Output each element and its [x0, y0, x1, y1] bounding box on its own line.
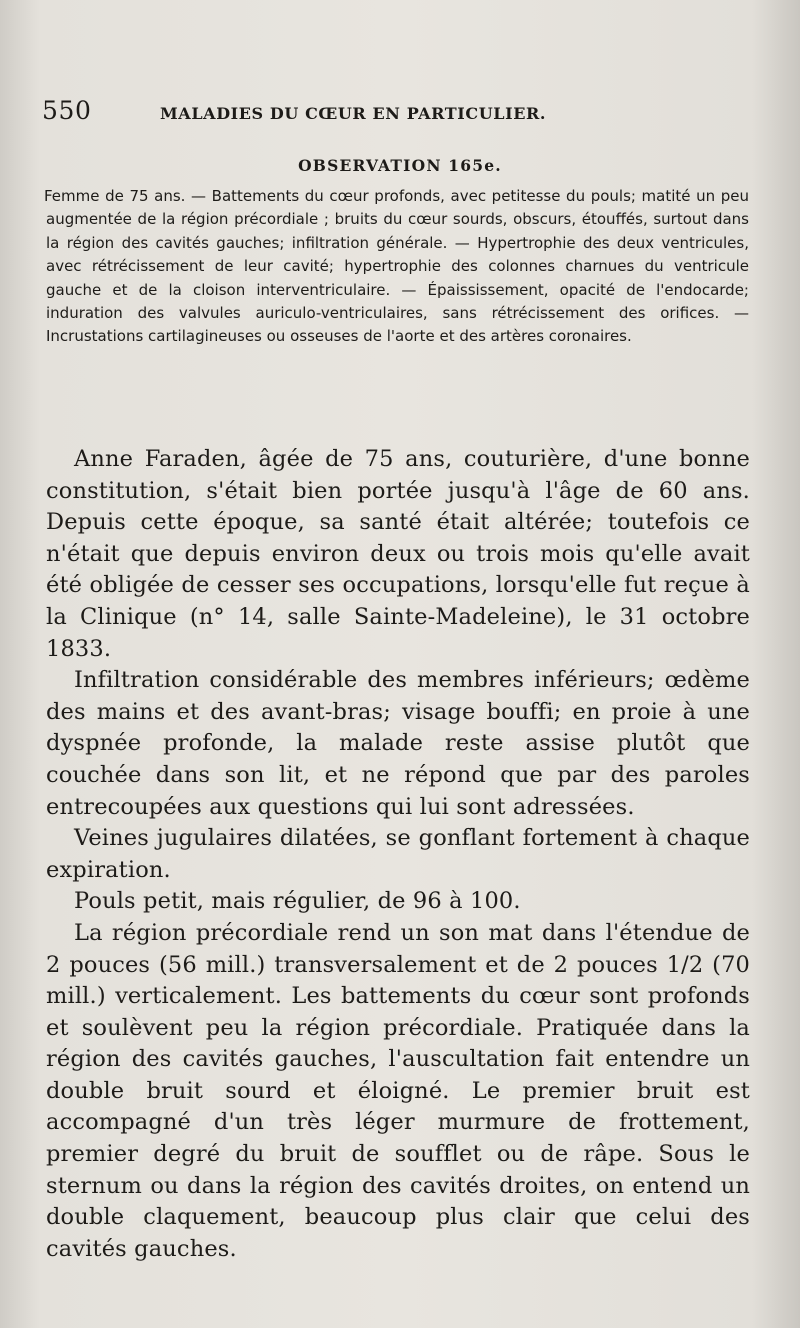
paragraph: Infiltration considérable des membres inférieurs; œdème des mains et des avant-bras; visage bouffi; en proie à une dyspnée profonde, la malade reste assise plutôt que couchée dans son lit, et ne répond que par des paroles entrecoupées aux questions qui lui sont adressées. — [46, 667, 750, 820]
observation-title: OBSERVATION 165e. — [298, 156, 502, 175]
observation-summary: Femme de 75 ans. — Battements du cœur profonds, avec petitesse du pouls; matité un peu augmentée de la région précordiale ; bruits du cœur sourds, obscurs, étouffés, surtout dans la région des cavités gauches; infiltration générale. — Hypertrophie des deux ventricules, avec rétrécissement de leur cavité; hypertrophie des colonnes charnues du ventricule gauche et de la cloison interventriculaire. — Épaississement, opacité de l'endocarde; induration des valvules auriculo-ventriculaires, sans rétrécissement des orifices. — Incrustations cartilagineuses ou osseuses de l'aorte et des artères coronaires. — [44, 187, 749, 346]
paragraph: Anne Faraden, âgée de 75 ans, couturière, d'une bonne constitution, s'était bien portée jusqu'à l'âge de 60 ans. Depuis cette époque, sa santé était altérée; toutefois ce n'était que depuis environ deux ou trois mois qu'elle avait été obligée de cesser ses occupations, lorsqu'elle fut reçue à la Clinique (n° 14, salle Sainte-Madeleine), le 31 octobre 1833. — [46, 446, 750, 662]
page-number: 550 — [42, 96, 92, 125]
body-text — [46, 444, 750, 1265]
paragraph: La région précordiale rend un son mat dans l'étendue de 2 pouces (56 mill.) transversalement et de 2 pouces 1/2 (70 mill.) verticalement. Les battements du cœur sont profonds et soulèvent peu la région précordiale. Pratiquée dans la région des cavités gauches, l'auscultation fait entendre un double bruit sourd et éloigné. Le premier bruit est accompagné d'un très léger murmure de frottement, premier degré du bruit de soufflet ou de râpe. Sous le sternum ou dans la région des cavités droites, on entend un double claquement, beaucoup plus clair que celui des cavités gauches. — [46, 919, 750, 1262]
paragraph: Veines jugulaires dilatées, se gonflant fortement à chaque expiration. — [46, 825, 750, 883]
paragraph: Pouls petit, mais régulier, de 96 à 100. — [74, 888, 521, 915]
running-title: MALADIES DU CŒUR EN PARTICULIER. — [160, 104, 547, 123]
